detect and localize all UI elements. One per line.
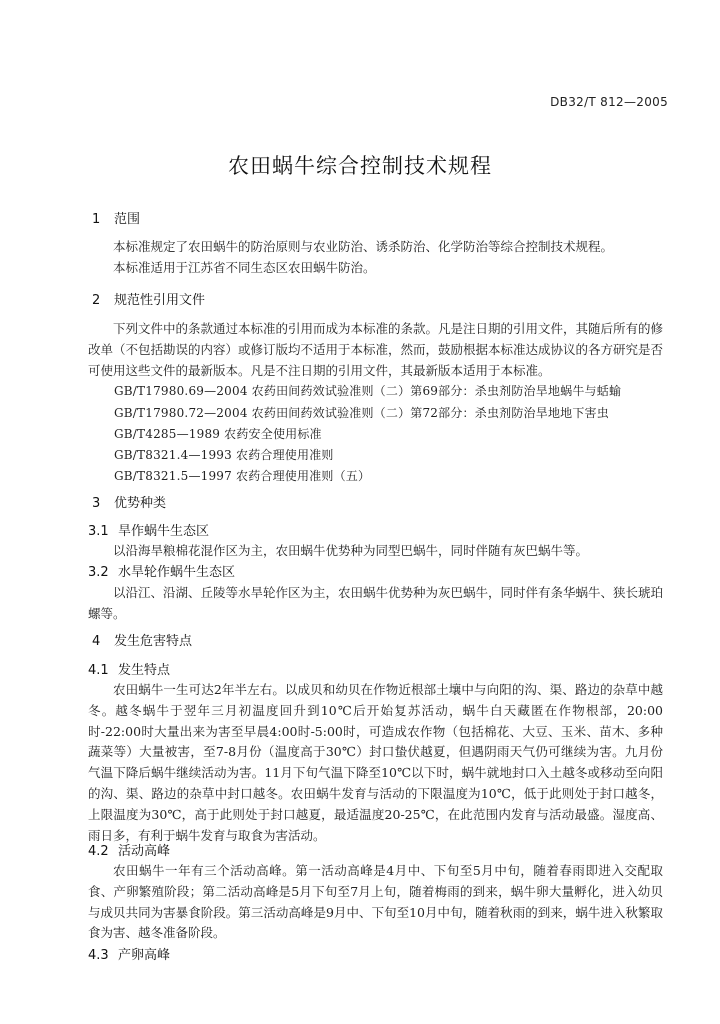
subsection-number: 4.2 [88, 844, 109, 859]
subsection-number: 4.1 [88, 663, 109, 678]
reference-title: 农药田间药效试验准则（二）第69部分：杀虫剂防治旱地蜗牛与蛞蝓 [251, 384, 622, 398]
subsection-number: 4.3 [88, 948, 109, 963]
reference-title: 农药田间药效试验准则（二）第72部分：杀虫剂防治旱地地下害虫 [251, 406, 609, 420]
reference-title: 农药合理使用准则（五） [236, 469, 371, 483]
document-title: 农田蜗牛综合控制技术规程 [228, 154, 492, 178]
section-number: 4 [92, 634, 101, 649]
section-number: 2 [92, 293, 101, 308]
subsection-title: 旱作蜗牛生态区 [118, 524, 210, 539]
section-1-heading [92, 208, 140, 227]
subsection-3-2-heading [88, 561, 235, 580]
reference-line [114, 446, 334, 463]
subsection-title: 水旱轮作蜗牛生态区 [118, 565, 236, 580]
reference-title: 农药合理使用准则 [236, 448, 334, 462]
subsection-3-1-heading [88, 520, 209, 539]
section-3-heading [92, 492, 166, 511]
paragraph: 以沿江、沿湖、丘陵等水旱轮作区为主，农田蜗牛优势种为灰巴蜗牛，同时伴有条华蜗牛、狭长琥珀螺等。 [88, 585, 664, 621]
reference-line [114, 467, 370, 484]
section-title: 范围 [114, 212, 141, 227]
subsection-4-3-heading [88, 944, 170, 963]
reference-line [114, 382, 621, 399]
paragraph: 农田蜗牛一生可达2年半左右。以成贝和幼贝在作物近根部土壤中与向阳的沟、渠、路边的杂草中越冬。越冬蜗牛于翌年三月初温度回升到10℃后开始复苏活动，蜗牛白天藏匿在作物根部，20:00时-22:00时大量出来为害至早晨4:00时-5:00时，可造成农作物（包括棉花、大豆、玉米、苗木、多种蔬菜等）大量被害，至7-8月份（温度高于30℃）封口蛰伏越夏，但遇阴雨天气仍可继续为害。九月份气温下降后蜗牛继续活动为害。11月下旬气温下降至10℃以下时，蜗牛就地封口入土越冬或移动至向阳的沟、渠、路边的杂草中封口越冬。农田蜗牛发育与活动的下限温度为10℃，低于此则处于封口越冬，上限温度为30℃，高于此则处于封口越夏，最适温度20-25℃，在此范围内发育与活动最盛。湿度高、雨日多，有利于蜗牛发育与取食为害活动。 [88, 682, 663, 843]
standard-code: DB32/T 812—2005 [550, 95, 668, 109]
section-number: 1 [92, 212, 101, 227]
subsection-title: 产卵高峰 [118, 948, 171, 963]
reference-code: GB/T17980.69—2004 [114, 384, 248, 398]
section-4-heading [92, 630, 192, 649]
reference-line [114, 425, 322, 442]
subsection-title: 活动高峰 [118, 844, 171, 859]
reference-code: GB/T17980.72—2004 [114, 406, 248, 420]
section-number: 3 [92, 496, 101, 511]
reference-line [114, 404, 609, 421]
subsection-4-1-heading [88, 659, 170, 678]
reference-code: GB/T8321.5—1997 [114, 469, 232, 483]
subsection-4-2-heading [88, 840, 170, 859]
paragraph: 以沿海旱粮棉花混作区为主，农田蜗牛优势种为同型巴蜗牛，同时伴随有灰巴蜗牛等。 [113, 543, 589, 558]
section-title: 发生危害特点 [114, 634, 193, 649]
paragraph: 农田蜗牛一年有三个活动高峰。第一活动高峰是4月中、下旬至5月中旬，随着春雨即进入交配取食、产卵繁殖阶段；第二活动高峰是5月下旬至7月上旬，随着梅雨的到来，蜗牛卵大量孵化，进入幼贝与成贝共同为害暴食阶段。第三活动高峰是9月中、下旬至10月中旬，随着秋雨的到来，蜗牛进入秋繁取食为害、越冬准备阶段。 [88, 863, 663, 941]
section-title: 规范性引用文件 [114, 293, 206, 308]
subsection-number: 3.1 [88, 524, 109, 539]
reference-title: 农药安全使用标准 [224, 427, 322, 441]
paragraph: 下列文件中的条款通过本标准的引用而成为本标准的条款。凡是注日期的引用文件，其随后所有的修改单（不包括勘误的内容）或修订版均不适用于本标准，然而，鼓励根据本标准达成协议的各方研究是否可使用这些文件的最新版本。凡是不注日期的引用文件，其最新版本适用于本标准。 [88, 321, 664, 378]
paragraph: 本标准适用于江苏省不同生态区农田蜗牛防治。 [113, 260, 376, 275]
section-title: 优势种类 [114, 496, 167, 511]
subsection-number: 3.2 [88, 565, 109, 580]
reference-code: GB/T8321.4—1993 [114, 448, 232, 462]
subsection-title: 发生特点 [118, 663, 171, 678]
paragraph: 本标准规定了农田蜗牛的防治原则与农业防治、诱杀防治、化学防治等综合控制技术规程。 [113, 239, 614, 254]
section-2-heading [92, 289, 205, 308]
reference-code: GB/T4285—1989 [114, 427, 221, 441]
